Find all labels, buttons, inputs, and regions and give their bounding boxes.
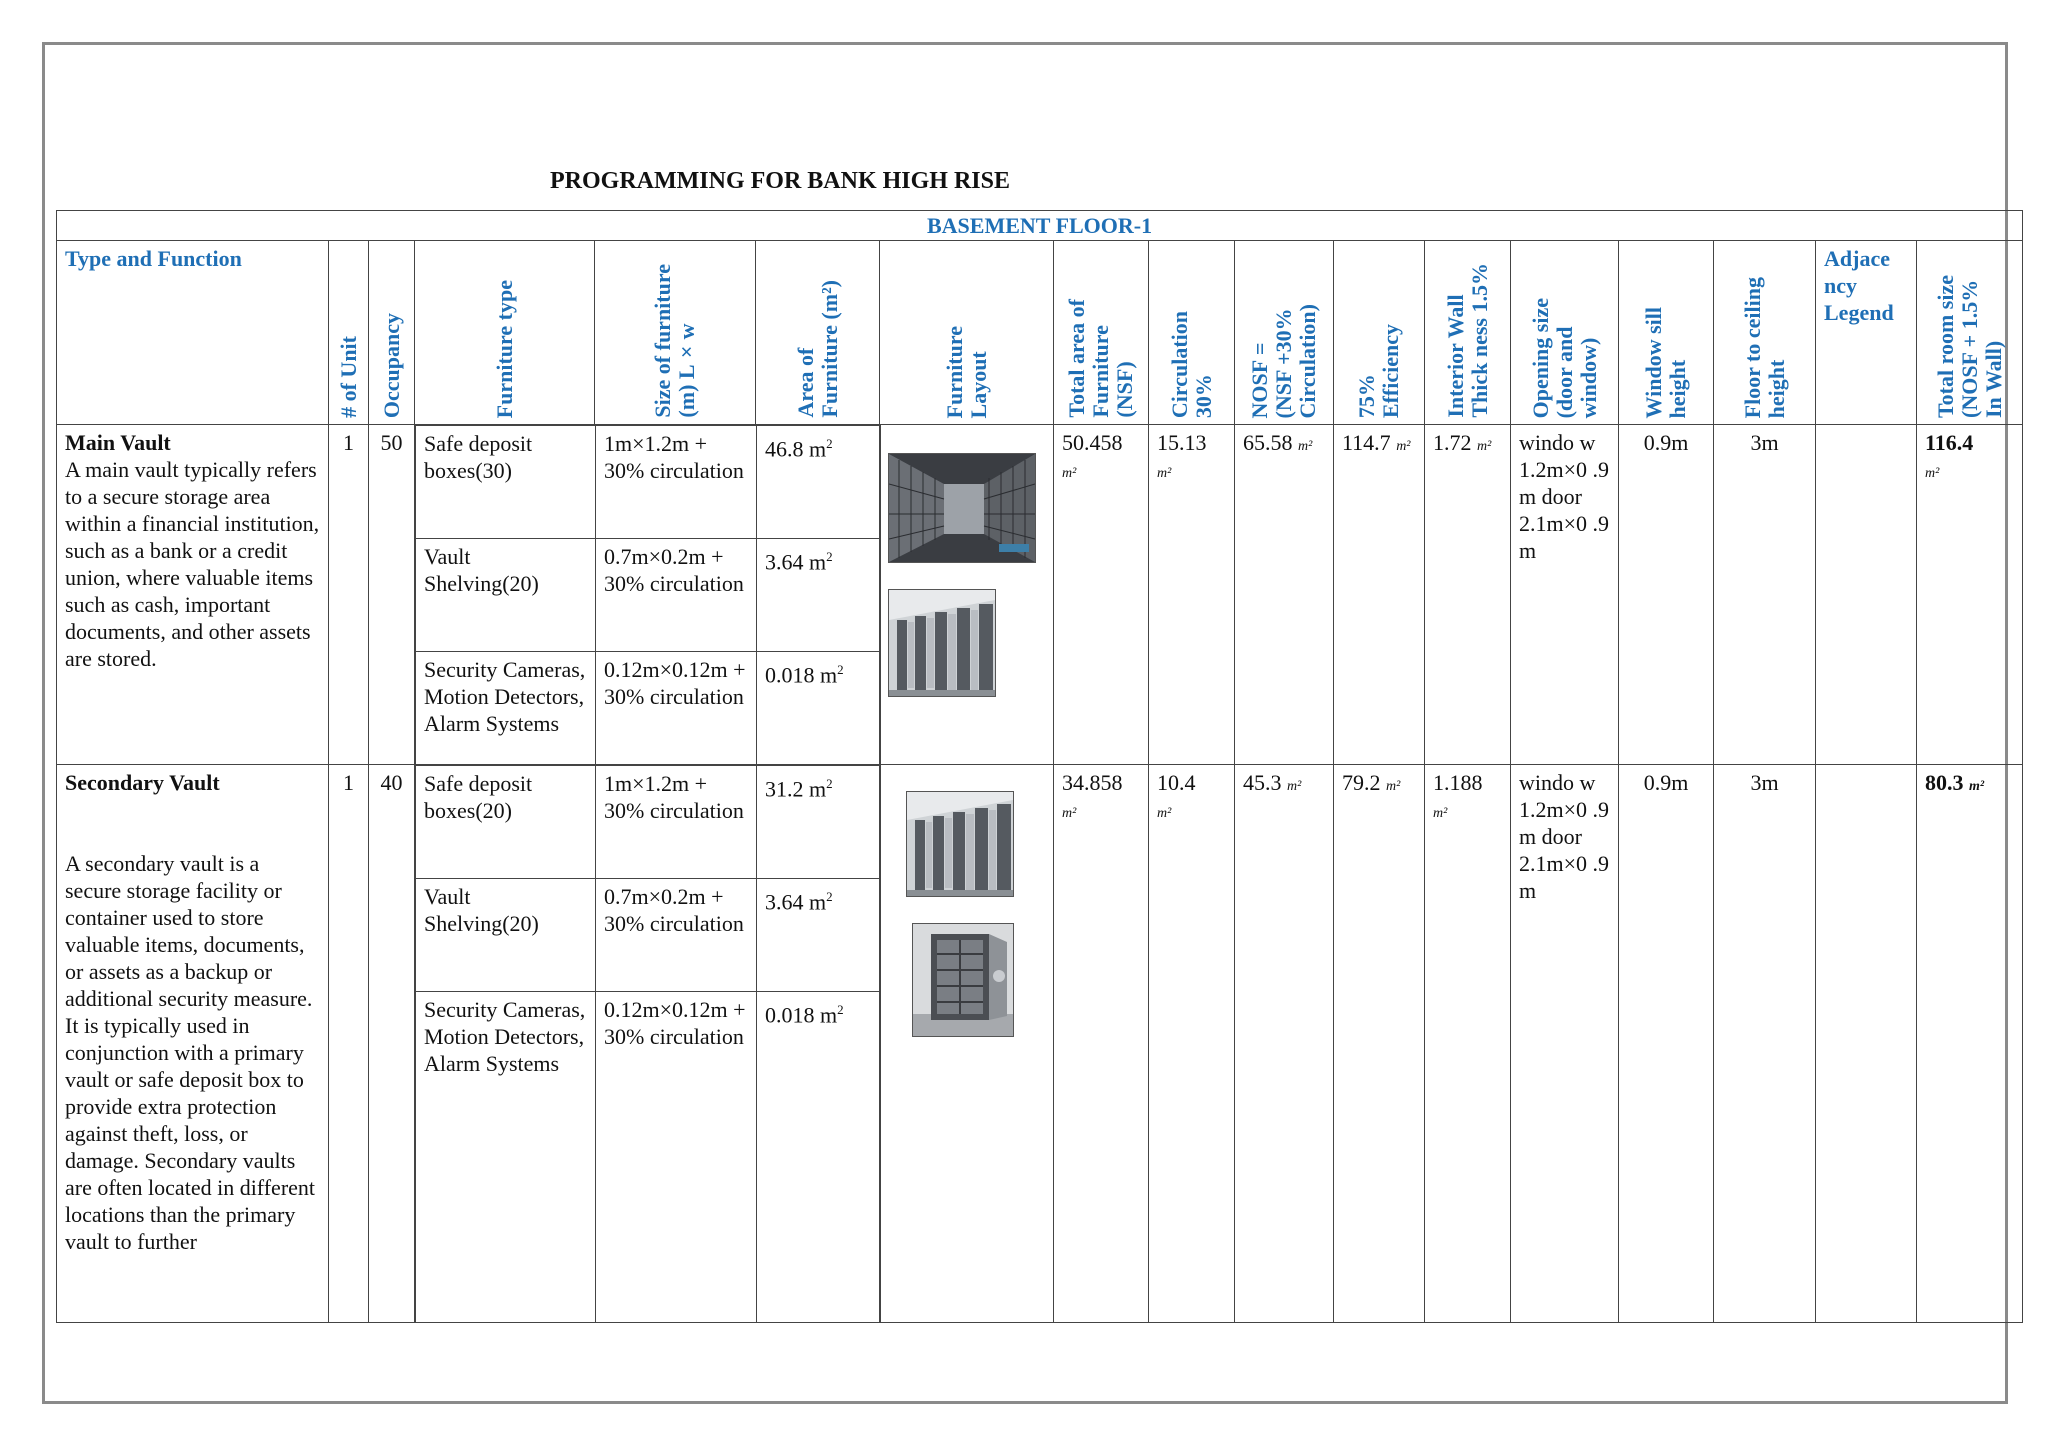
header-window-sill: Window sill height xyxy=(1641,306,1690,418)
function-description: A secondary vault is a secure storage facility or container used to store valuable items, documents, or assets as a backup or additional security measure. It is typically used in conjunction with a primary vault or safe deposit box to provide extra protection against theft, loss, or damage. Secondary vaults are often located in different locations than the primary vault to further xyxy=(65,851,316,1254)
header-units: # of Unit xyxy=(335,336,361,418)
floor-ceiling-cell: 3m xyxy=(1714,765,1816,1323)
header-occupancy: Occupancy xyxy=(378,312,404,418)
header-total-area: Total area of Furniture (NSF) xyxy=(1064,299,1137,418)
header-efficiency: 75% Efficiency xyxy=(1354,323,1403,418)
efficiency-cell: 114.7 m² xyxy=(1334,425,1425,765)
interior-wall-cell: 1.72 m² xyxy=(1425,425,1511,765)
opening-cell: windo w 1.2m×0 .9 m door 2.1m×0 .9 m xyxy=(1511,425,1619,765)
header-floor-ceiling: Floor to ceiling height xyxy=(1739,276,1789,418)
furniture-type: Security Cameras, Motion Detectors, Alarm Systems xyxy=(416,992,596,1323)
furniture-subtable xyxy=(415,765,880,1323)
header-nosf: NOSF = (NSF +30% Circulation) xyxy=(1247,303,1320,418)
furniture-size: 0.7m×0.2m + 30% circulation xyxy=(596,879,757,992)
table-row xyxy=(57,765,2023,1323)
circulation-cell: 10.4 m² xyxy=(1149,765,1235,1323)
floor-heading: BASEMENT FLOOR-1 xyxy=(57,211,2023,241)
header-row xyxy=(57,241,2023,425)
furniture-type: Safe deposit boxes(20) xyxy=(416,766,596,879)
adjacency-cell xyxy=(1816,425,1917,765)
furniture-layout-cell xyxy=(880,425,1054,765)
occupancy-cell: 40 xyxy=(369,765,415,1323)
header-adjacency: Adjace ncy Legend xyxy=(1816,241,1917,425)
nosf-cell: 65.58 m² xyxy=(1235,425,1334,765)
furniture-subtable xyxy=(415,425,880,765)
vault-door-photo xyxy=(912,923,1014,1037)
header-total-room: Total room size (NOSF + 1.5% In Wall) xyxy=(1932,275,2006,418)
total-room-cell: 80.3 m² xyxy=(1917,765,2023,1323)
furniture-size: 0.12m×0.12m + 30% circulation xyxy=(596,652,757,765)
header-layout: Furniture Layout xyxy=(941,325,991,418)
total-area-cell: 50.458 m² xyxy=(1054,425,1149,765)
function-description: A main vault typically refers to a secure storage area within a financial institution, such as a bank or a credit union, where valuable items such as cash, important documents, and other assets are stored. xyxy=(65,457,320,671)
interior-wall-cell: 1.188 m² xyxy=(1425,765,1511,1323)
header-type-function: Type and Function xyxy=(57,241,329,425)
floor-ceiling-cell: 3m xyxy=(1714,425,1816,765)
furniture-layout-cell xyxy=(880,765,1054,1323)
furniture-type: Safe deposit boxes(30) xyxy=(416,426,596,539)
header-interior-wall: Interior Wall Thick ness 1.5% xyxy=(1442,263,1492,418)
furniture-size: 1m×1.2m + 30% circulation xyxy=(596,426,757,539)
table-row xyxy=(57,425,2023,765)
function-cell xyxy=(57,425,329,765)
furniture-area: 3.64 $m^2$ xyxy=(757,539,881,652)
furniture-area: 0.018 $m^2$ xyxy=(757,652,881,765)
furniture-area: 3.64 $m^2$ xyxy=(757,879,881,992)
efficiency-cell: 79.2 m² xyxy=(1334,765,1425,1323)
units-cell: 1 xyxy=(329,425,369,765)
furniture-size: 0.12m×0.12m + 30% circulation xyxy=(596,992,757,1323)
header-opening: Opening size (door and window) xyxy=(1527,297,1601,418)
furniture-area: 31.2 $m^2$ xyxy=(757,766,881,879)
vault-shelving-photo xyxy=(906,791,1014,897)
document-title: PROGRAMMING FOR BANK HIGH RISE xyxy=(549,168,1010,194)
window-sill-cell: 0.9m xyxy=(1619,765,1714,1323)
furniture-size: 0.7m×0.2m + 30% circulation xyxy=(596,539,757,652)
furniture-type: Vault Shelving(20) xyxy=(416,879,596,992)
adjacency-cell xyxy=(1816,765,1917,1323)
furniture-area: 46.8 $m^2$ xyxy=(757,426,881,539)
occupancy-cell: 50 xyxy=(369,425,415,765)
furniture-area: 0.018 $m^2$ xyxy=(757,992,881,1323)
header-area: Area of Furniture (m²) xyxy=(792,280,842,418)
total-room-cell: 116.4 m² xyxy=(1917,425,2023,765)
header-size: Size of furniture (m) L×w xyxy=(650,264,699,418)
function-name: Main Vault xyxy=(65,430,171,455)
total-area-cell: 34.858 m² xyxy=(1054,765,1149,1323)
furniture-type: Security Cameras, Motion Detectors, Alarm Systems xyxy=(416,652,596,765)
circulation-cell: 15.13 m² xyxy=(1149,425,1235,765)
units-cell: 1 xyxy=(329,765,369,1323)
furniture-size: 1m×1.2m + 30% circulation xyxy=(596,766,757,879)
vault-shelving-photo xyxy=(888,589,996,697)
furniture-type: Vault Shelving(20) xyxy=(416,539,596,652)
window-sill-cell: 0.9m xyxy=(1619,425,1714,765)
opening-cell: windo w 1.2m×0 .9 m door 2.1m×0 .9 m xyxy=(1511,765,1619,1323)
header-furniture-type: Furniture type xyxy=(491,279,517,418)
header-circulation: Circulation 30% xyxy=(1166,310,1216,418)
programming-table xyxy=(56,210,2023,1323)
vault-corridor-photo xyxy=(888,453,1036,563)
nosf-cell: 45.3 m² xyxy=(1235,765,1334,1323)
function-cell xyxy=(57,765,329,1323)
function-name: Secondary Vault xyxy=(65,770,220,795)
